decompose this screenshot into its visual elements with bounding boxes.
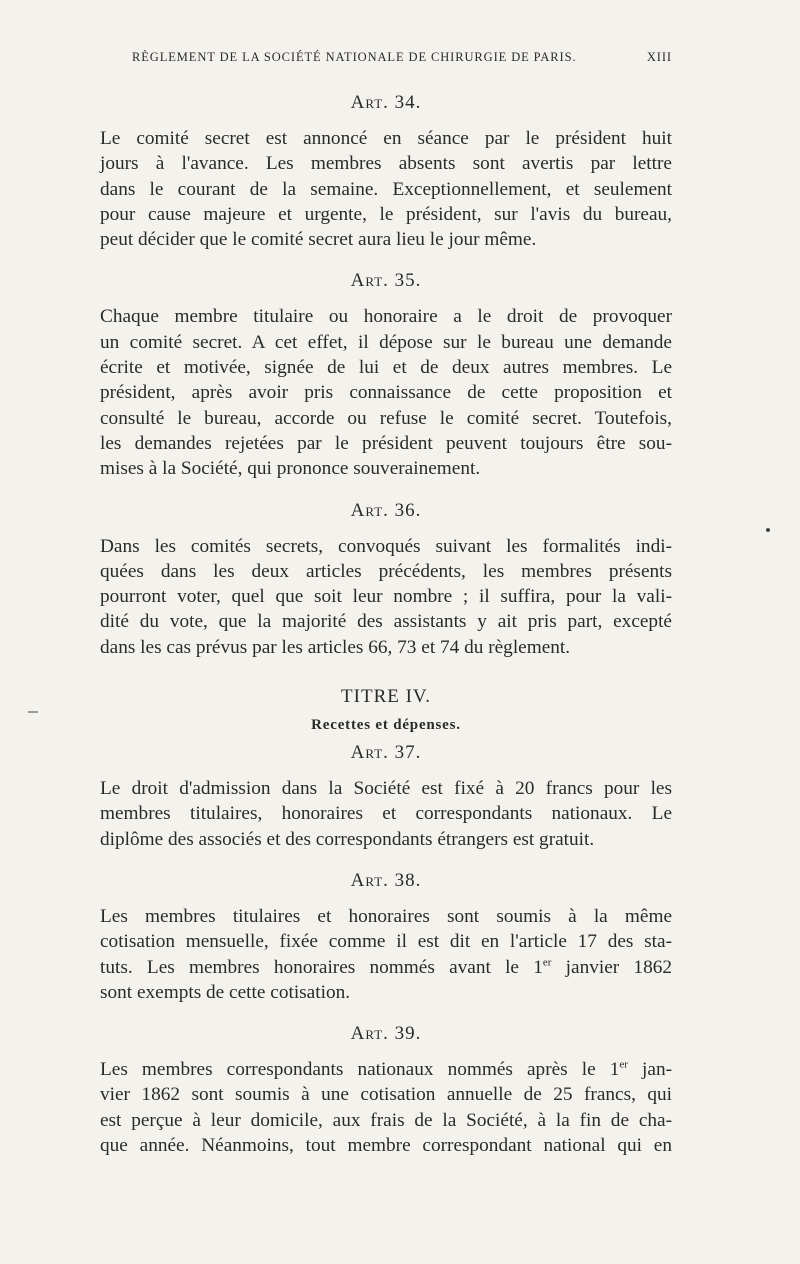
- paper-speck: [766, 528, 770, 532]
- article-heading: Art. 37.: [350, 742, 422, 764]
- text-line: [100, 1057, 672, 1082]
- page-number: XIII: [646, 50, 672, 64]
- margin-mark: [28, 711, 38, 713]
- text-line: diplôme des associés et des correspondants étrangers est gratuit.: [100, 828, 595, 850]
- text-line: Les membres titulaires et honoraires sont soumis à la même: [100, 905, 672, 927]
- article-text: [100, 1057, 672, 1158]
- text-line: Chaque membre titulaire ou honoraire a le droit de provoquer: [100, 306, 672, 328]
- page-body: [100, 88, 672, 1172]
- running-title: RÈGLEMENT DE LA SOCIÉTÉ NATIONALE DE CHIRURGIE DE PARIS.: [132, 50, 577, 64]
- text-line: [100, 955, 672, 980]
- text-line: jours à l'avance. Les membres absents sont avertis par lettre: [100, 153, 672, 175]
- text-line: dité du vote, que la majorité des assistants y ait pris part, excepté: [100, 611, 672, 633]
- text-line: membres titulaires, honoraires et correspondants nationaux. Le: [100, 803, 672, 825]
- text-line: dans le courant de la semaine. Exceptionnellement, et seulement: [100, 178, 672, 200]
- article-text: [100, 534, 672, 660]
- text-line: que année. Néanmoins, tout membre correspondant national qui en: [100, 1135, 672, 1157]
- text-line: vier 1862 sont soumis à une cotisation annuelle de 25 francs, qui: [100, 1084, 672, 1106]
- text-line: dans les cas prévus par les articles 66, 73 et 74 du règlement.: [100, 636, 571, 658]
- ordinal-suffix: er: [619, 1058, 628, 1071]
- article-text: [100, 776, 672, 852]
- text-fragment: janvier 1862: [551, 956, 672, 978]
- text-line: sont exempts de cette cotisation.: [100, 981, 351, 1003]
- text-line: est perçue à leur domicile, aux frais de la Société, à la fin de cha-: [100, 1109, 672, 1131]
- text-line: écrite et motivée, signée de lui et de deux autres membres. Le: [100, 357, 672, 379]
- article-heading: Art. 36.: [350, 499, 422, 521]
- section-subtitle: Recettes et dépenses.: [311, 717, 461, 734]
- ordinal-suffix: er: [542, 956, 552, 969]
- article-heading: Art. 38.: [350, 869, 422, 891]
- text-fragment: jan-: [627, 1059, 673, 1081]
- article-text: [100, 304, 672, 481]
- article-text: [100, 904, 672, 1005]
- text-line: consulté le bureau, accorde ou refuse le comité secret. Toutefois,: [100, 407, 672, 429]
- text-fragment: tuts. Les membres honoraires nommés avant le 1: [100, 956, 543, 978]
- text-line: quées dans les deux articles précédents, les membres présents: [100, 560, 672, 582]
- article-heading: Art. 34.: [350, 92, 422, 113]
- section-title: TITRE IV.: [341, 686, 431, 708]
- text-fragment: Les membres correspondants nationaux nommés après le 1: [100, 1059, 620, 1081]
- text-line: Le comité secret est annoncé en séance par le président huit: [100, 128, 672, 149]
- text-line: pourront voter, quel que soit leur nombre ; il suffira, pour la vali-: [100, 586, 672, 608]
- text-line: peut décider que le comité secret aura lieu le jour même.: [100, 229, 537, 251]
- text-line: pour cause majeure et urgente, le président, sur l'avis du bureau,: [100, 203, 672, 225]
- text-line: mises à la Société, qui prononce souverainement.: [100, 458, 481, 480]
- text-line: président, après avoir pris connaissance de cette proposition et: [100, 382, 672, 404]
- text-line: Dans les comités secrets, convoqués suivant les formalités indi-: [100, 535, 672, 557]
- article-text: [100, 126, 672, 252]
- text-line: cotisation mensuelle, fixée comme il est dit en l'article 17 des sta-: [100, 931, 672, 953]
- article-heading: Art. 39.: [350, 1023, 422, 1045]
- article-heading: Art. 35.: [350, 270, 422, 292]
- text-line: un comité secret. A cet effet, il dépose sur le bureau une demande: [100, 331, 672, 353]
- text-line: Le droit d'admission dans la Société est fixé à 20 francs pour les: [100, 778, 672, 800]
- text-line: les demandes rejetées par le président peuvent toujours être sou-: [100, 432, 672, 454]
